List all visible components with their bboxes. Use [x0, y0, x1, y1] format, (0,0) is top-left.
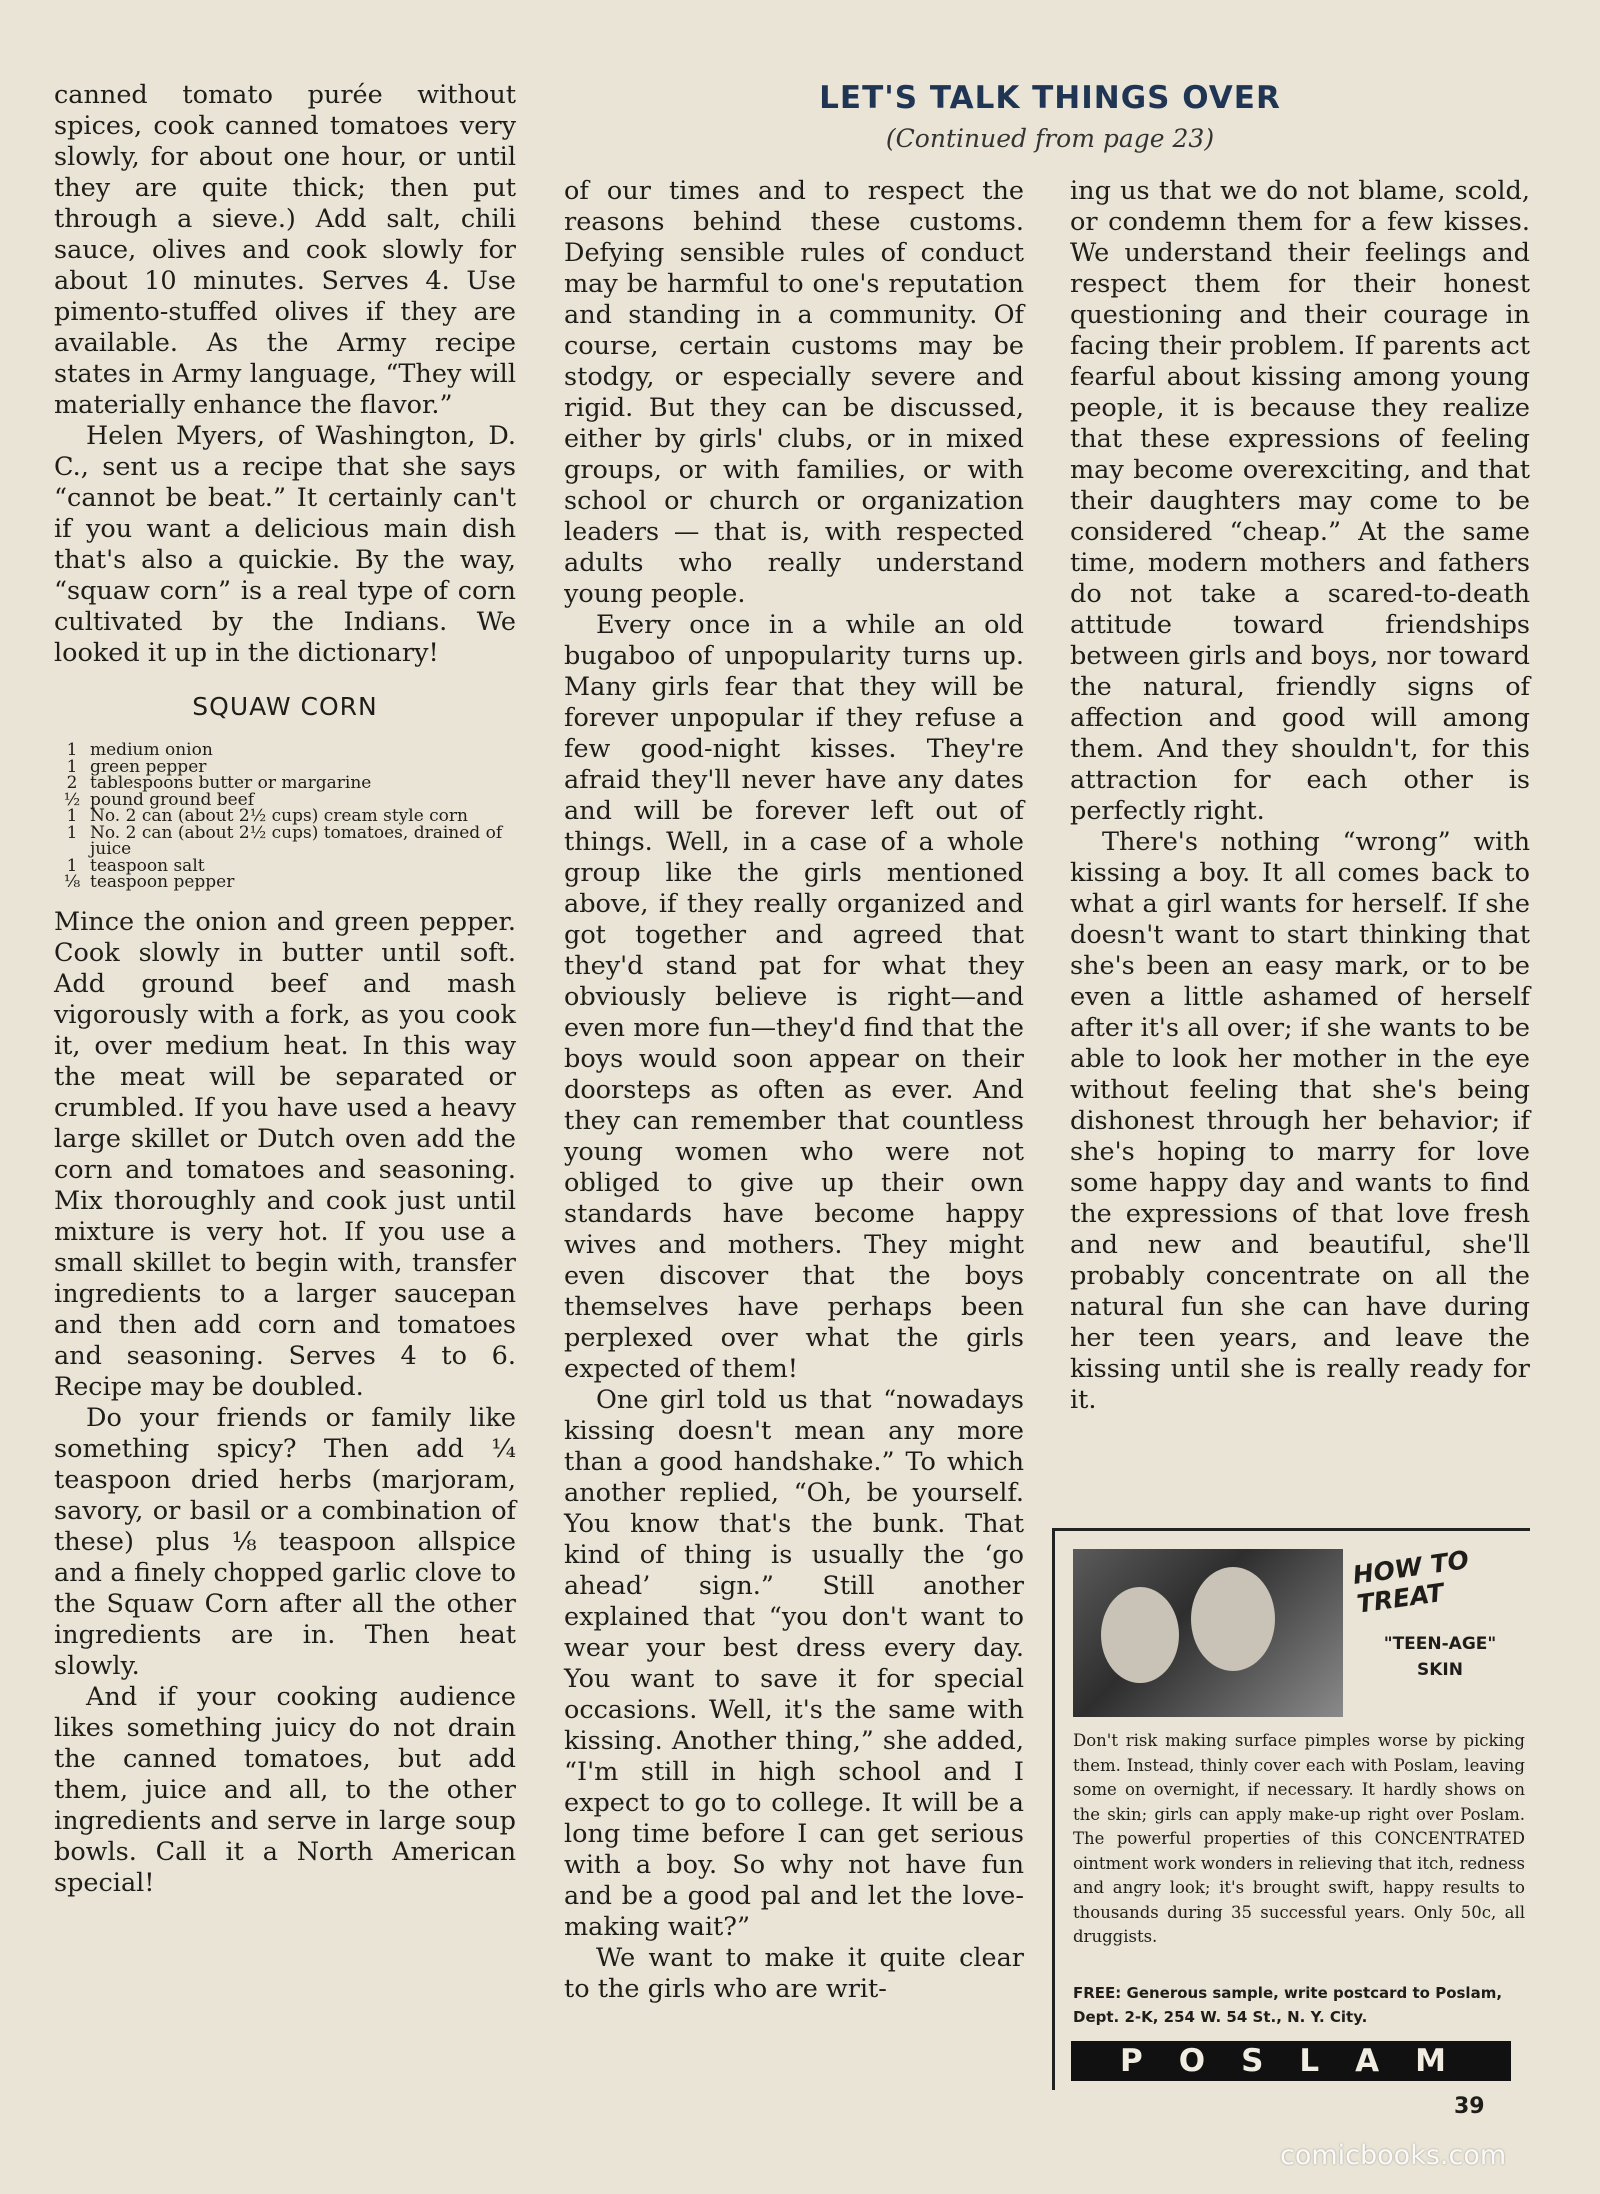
paragraph: We want to make it quite clear to the girls who are writ-	[564, 1943, 1024, 2004]
ingredient-text: tablespoons butter or margarine	[90, 773, 372, 793]
paragraph: Do your friends or family like something spicy? Then add ¼ teaspoon dried herbs (marjoram, savory, or basil or a combination of these) plus ⅛ teaspoon allspice and a finely chopped garlic clove to the Squaw Corn after all the other ingredients are in. Then heat slowly.	[54, 1402, 516, 1681]
ingredient-qty: 1	[66, 740, 78, 760]
boy-face	[1191, 1567, 1275, 1671]
ingredient-qty: 2	[66, 773, 78, 793]
paragraph: Every once in a while an old bugaboo of unpopularity turns up. Many girls fear that they will be forever unpopular if they refuse a few good-night kisses. They're afraid they'll never have any dates and will be forever left out of things. Well, in a case of a whole group like the girls mentioned above, if they really organized and got together and agreed that they'd stand pat for what they obviously believe is right—and even more fun—they'd find that the boys would soon appear on their doorsteps as often as ever. And they can remember that countless young women who were not obliged to give up their own standards have become happy wives and mothers. They might even discover that the boys themselves have perhaps been perplexed over what the girls expected of them!	[564, 610, 1024, 1384]
ingredient-text: teaspoon pepper	[90, 872, 235, 892]
recipe-title: SQUAW CORN	[192, 692, 378, 721]
paragraph: Helen Myers, of Washington, D. C., sent us a recipe that she says “cannot be beat.” It certainly can't if you want a delicious main dish that's also a quickie. By the way, “squaw corn” is a real type of corn cultivated by the Indians. We looked it up in the dictionary!	[54, 421, 516, 668]
ingredient-text: pound ground beef	[90, 789, 255, 810]
ingredient-qty: ½	[63, 789, 81, 810]
paragraph: of our times and to respect the reasons behind these customs. Defying sensible rules of conduct may be harmful to one's reputation and standing in a community. Of course, certain customs may be stodgy, or especially severe and rigid. But they can be discussed, either by girls' clubs, or in mixed groups, or with families, or with school or church or organization leaders — that is, with respected adults who really understand young people.	[564, 176, 1024, 609]
ingredient-text: No. 2 can (about 2½ cups) tomatoes, drained of juice	[90, 822, 503, 859]
ad-subheadline: "TEEN-AGE" SKIN	[1383, 1634, 1497, 1680]
ingredient-item	[54, 874, 516, 891]
paragraph: canned tomato purée without spices, cook canned tomatoes very slowly, for about one hour, or until they are quite thick; then put through a sieve.) Add salt, chili sauce, olives and cook slowly for about 10 minutes. Serves 4. Use pimento-stuffed olives if they are available. As the Army recipe states in Army language, “They will materially enhance the flavor.”	[54, 80, 516, 420]
ingredient-text: medium onion	[90, 740, 213, 760]
paragraph: ing us that we do not blame, scold, or condemn them for a few kisses. We understand their feelings and respect them for their honest questioning and their courage in facing their problem. If parents act fearful about kissing among young people, it is because they realize that these expressions of feeling may become overexciting, and that their daughters may come to be considered “cheap.” At the same time, modern mothers and fathers do not take a scared-to-death attitude toward friendships between girls and boys, nor toward the natural, friendly signs of affection and good will among them. And they shouldn't, for this attraction for each other is perfectly right.	[1070, 176, 1530, 826]
ad-body-text: Don't risk making surface pimples worse by picking them. Instead, thinly cover each with Poslam, leaving some on overnight, if necessary. It hardly shows on the skin; girls can apply make-up right over Poslam. The powerful properties of this CONCENTRATED ointment work wonders in relieving that itch, redness and angry look; it's brought swift, happy results to thousands during 35 successful years. Only 50c, all druggists.	[1073, 1731, 1525, 1946]
article-title: LET'S TALK THINGS OVER	[819, 80, 1281, 116]
ingredient-qty: 1	[66, 822, 78, 843]
article-header	[720, 80, 1380, 153]
ingredient-qty: ⅛	[63, 872, 81, 892]
paragraph: There's nothing “wrong” with kissing a boy. It all comes back to what a girl wants for herself. If she doesn't want to start thinking that she's been an easy mark, or to be even a little ashamed of herself after it's all over; if she wants to be able to look her mother in the eye without feeling that she's being dishonest through her behavior; if she's hoping to marry for love some happy day and wants to find the expressions of that love fresh and new and beautiful, she'll probably concentrate on all the natural fun she can have during her teen years, and leave the kissing until she is really ready for it.	[1070, 827, 1530, 1415]
continued-note: (Continued from page 23)	[885, 124, 1215, 153]
paragraph: Mince the onion and green pepper. Cook slowly in butter until soft. Add ground beef and mash vigorously with a fork, as you cook it, over medium heat. In this way the meat will be separated or crumbled. If you have used a heavy large skillet or Dutch oven add the corn and tomatoes and seasoning. Mix thoroughly and cook just until mixture is very hot. If you use a small skillet to begin with, transfer ingredients to a larger saucepan and then add corn and tomatoes and seasoning. Serves 4 to 6. Recipe may be doubled.	[54, 906, 516, 1402]
ingredient-list	[54, 742, 516, 891]
ad-headline: HOW TO TREAT	[1350, 1545, 1471, 1619]
couple-photo	[1073, 1549, 1343, 1717]
column-middle	[564, 176, 1024, 2005]
ad-free-offer: FREE: Generous sample, write postcard to Poslam, Dept. 2-K, 254 W. 54 St., N. Y. City.	[1073, 1984, 1503, 2026]
column-right	[1070, 176, 1530, 1416]
ingredient-text: teaspoon salt	[90, 855, 205, 876]
girl-face	[1101, 1587, 1179, 1683]
brand-logo: POSLAM	[1071, 2041, 1511, 2081]
column-left	[54, 80, 516, 1899]
ingredient-qty: 1	[66, 855, 78, 876]
poslam-advertisement	[1052, 1528, 1530, 2090]
ingredient-qty: 1	[66, 756, 78, 777]
ingredient-item	[54, 822, 516, 859]
paragraph: One girl told us that “nowadays kissing doesn't mean any more than a good handshake.” To which another replied, “Oh, be yourself. You know that's the bunk. That kind of thing is usually the ‘go ahead’ sign.” Still another explained that “you don't want to wear your best dress every day. You want to save it for special occasions. Well, it's the same with kissing. Another thing,” she added, “I'm still in high school and I expect to go to college. It will be a long time before I can get serious with a boy. So why not have fun and be a good pal and let the love-making wait?”	[564, 1385, 1024, 1942]
paragraph: And if your cooking audience likes something juicy do not drain the canned tomatoes, but add them, juice and all, to the other ingredients and serve in large soup bowls. Call it a North American special!	[54, 1681, 516, 1898]
ingredient-qty: 1	[66, 806, 78, 826]
page-number: 39	[1454, 2094, 1485, 2119]
watermark: comicbooks.com	[1280, 2140, 1507, 2171]
ingredient-text: green pepper	[90, 756, 207, 777]
ingredient-text: No. 2 can (about 2½ cups) cream style corn	[90, 806, 468, 826]
